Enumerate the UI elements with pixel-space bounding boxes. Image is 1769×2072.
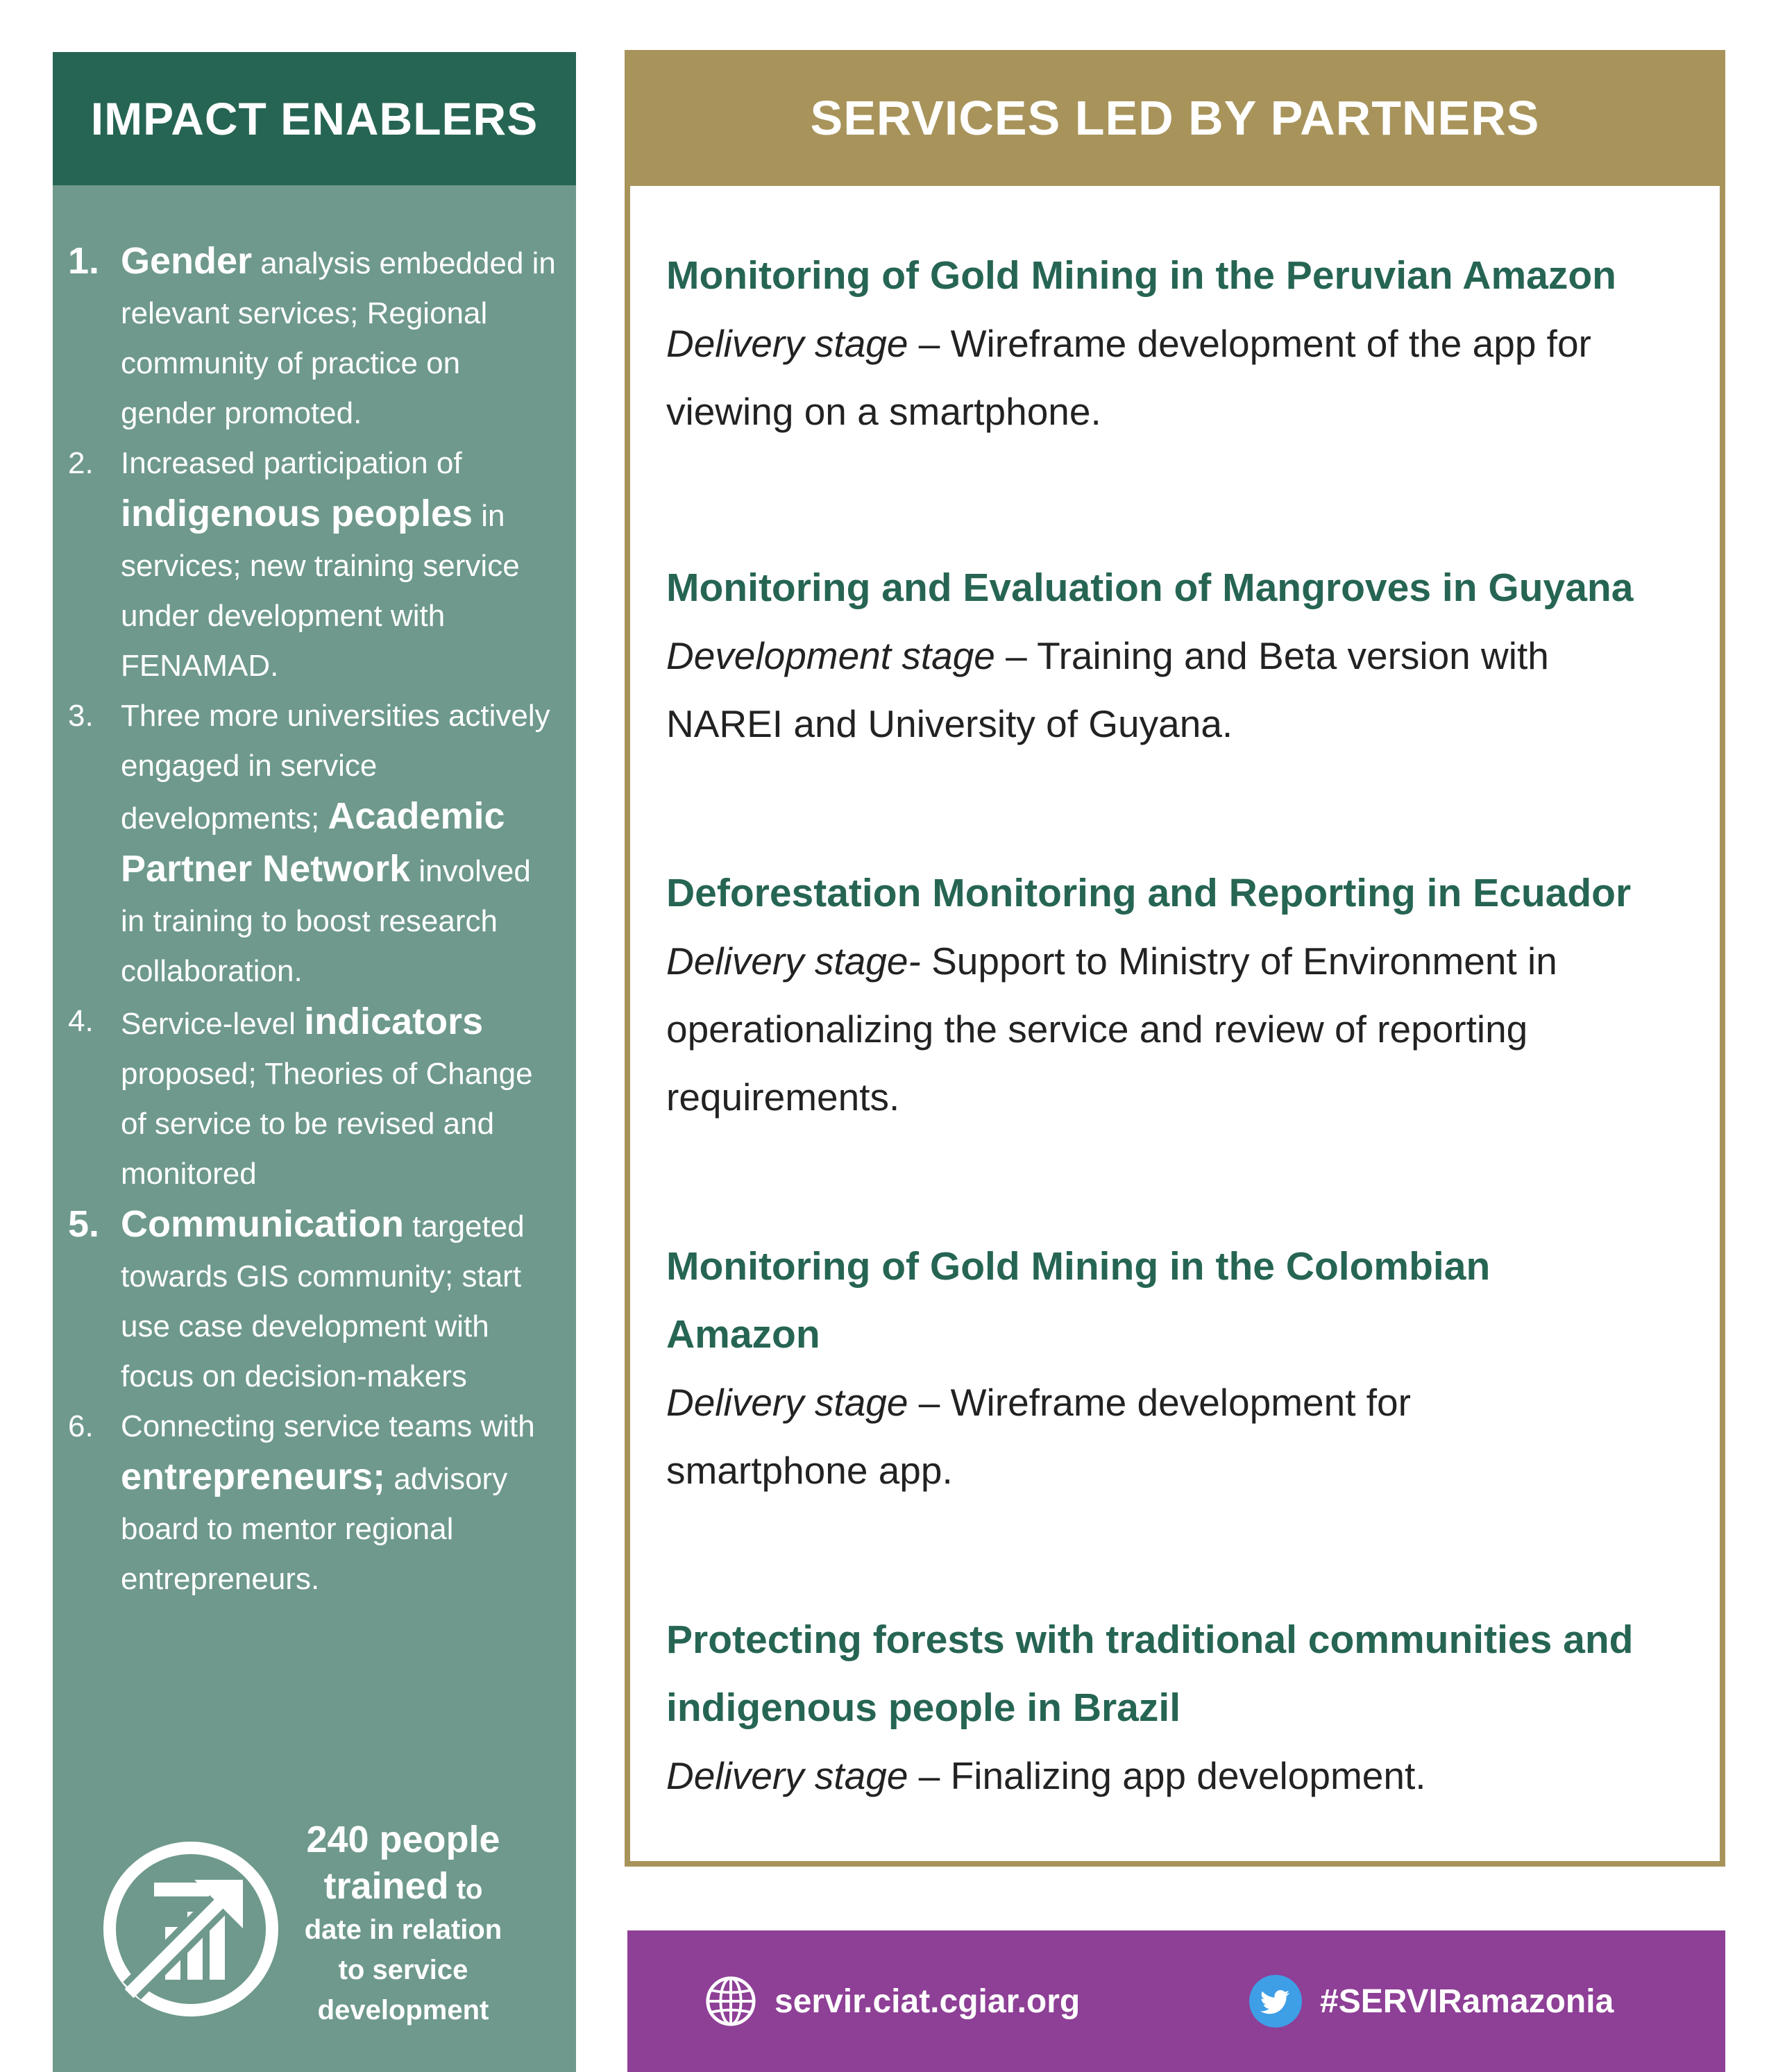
service-detail: Support to Ministry of Environment in operationalizing the service and review of reporting requirements. [666, 940, 1557, 1119]
service-stage: Delivery stage [666, 322, 908, 365]
enabler-item-gender [53, 236, 576, 439]
service-detail: – Training and Beta version with NAREI and University of Guyana. [666, 634, 1549, 745]
service-title: Monitoring and Evaluation of Mangroves in Guyana [666, 566, 1634, 610]
service-description [666, 1368, 1541, 1504]
enabler-item-entrepreneurs [53, 1402, 576, 1604]
service-detail: – Finalizing app development. [908, 1754, 1426, 1797]
enabler-keyword: indigenous peoples [121, 493, 473, 534]
service-detail: – Wireframe development for smartphone app. [666, 1381, 1411, 1492]
website-link[interactable] [704, 1930, 1080, 2072]
enabler-number: 2. [68, 446, 94, 480]
services-header: SERVICES LED BY PARTNERS [625, 50, 1725, 186]
enabler-text: analysis embedded in relevant services; Regional community of practice on gender promoted. [121, 246, 556, 430]
globe-icon [704, 1974, 758, 2028]
training-label: trained [323, 1865, 449, 1907]
enablers-list [53, 236, 576, 1604]
enabler-prefix: Service-level [121, 1007, 305, 1041]
twitter-icon [1248, 1973, 1303, 2029]
service-ecuador-deforestation [666, 859, 1666, 1131]
impact-enablers-header: IMPACT ENABLERS [53, 52, 576, 185]
enabler-item-communication [53, 1199, 576, 1402]
service-detail: – Wireframe development of the app for viewing on a smartphone. [666, 322, 1591, 433]
enabler-item-indigenous [53, 439, 576, 691]
training-detail: date in relation to service development [304, 1914, 502, 2026]
enabler-prefix: Connecting service teams with [121, 1409, 535, 1443]
service-title: Monitoring of Gold Mining in the Colombian Amazon [666, 1244, 1491, 1357]
enabler-text: involved in training to boost research collaboration. [121, 854, 531, 988]
enabler-prefix: Increased participation of [121, 446, 462, 480]
enabler-text: advisory board to mentor regional entrepreneurs. [121, 1462, 508, 1596]
website-url[interactable]: servir.ciat.cgiar.org [775, 1982, 1081, 2020]
impact-enablers-panel [53, 52, 576, 2072]
service-title: Protecting forests with traditional communities and indigenous people in Brazil [666, 1617, 1634, 1730]
twitter-link[interactable] [1248, 1930, 1614, 2072]
enabler-keyword: Communication [121, 1203, 405, 1245]
footer-bar [627, 1930, 1725, 2072]
service-stage: Delivery stage [666, 1381, 908, 1424]
service-description [666, 622, 1666, 758]
service-title: Monitoring of Gold Mining in the Peruvian Amazon [666, 253, 1616, 298]
enabler-item-indicators [53, 996, 576, 1199]
enabler-text: in services; new training service under development with FENAMAD. [121, 499, 520, 683]
enabler-text: targeted towards GIS community; start use case development with focus on decision-makers [121, 1209, 525, 1393]
service-stage: Delivery stage [666, 1754, 908, 1797]
enabler-number: 1. [68, 240, 100, 282]
service-description [666, 927, 1666, 1131]
training-count: 240 people [306, 1819, 500, 1860]
services-panel [625, 50, 1725, 1867]
service-stage: Development stage [666, 634, 995, 677]
training-stat [53, 1815, 576, 2026]
enabler-keyword: indicators [304, 1001, 484, 1042]
service-brazil-forests [666, 1606, 1666, 1810]
enabler-number: 3. [68, 699, 94, 733]
enabler-number: 4. [68, 1004, 94, 1038]
enabler-item-universities [53, 691, 576, 996]
enabler-number: 5. [68, 1203, 100, 1245]
enabler-keyword: entrepreneurs; [121, 1456, 386, 1497]
service-guyana-mangroves [666, 554, 1666, 758]
twitter-hashtag[interactable]: #SERVIRamazonia [1320, 1982, 1614, 2020]
service-description [666, 309, 1666, 445]
service-stage: Delivery stage- [666, 940, 921, 983]
service-colombia-gold-mining [666, 1232, 1541, 1504]
enabler-keyword: Gender [121, 240, 253, 282]
growth-arrow-icon [99, 1837, 283, 2021]
training-label-rest: to [448, 1874, 483, 1905]
enabler-number: 6. [68, 1409, 94, 1443]
enabler-keyword: Academic Partner Network [121, 795, 505, 890]
enabler-prefix: Three more universities actively engaged in service developments; [121, 699, 550, 835]
training-text [289, 1815, 518, 2030]
enabler-text: proposed; Theories of Change of service to be revised and monitored [121, 1057, 533, 1191]
service-description [666, 1742, 1666, 1810]
service-peru-gold-mining [666, 241, 1666, 445]
service-title: Deforestation Monitoring and Reporting in Ecuador [666, 871, 1632, 915]
